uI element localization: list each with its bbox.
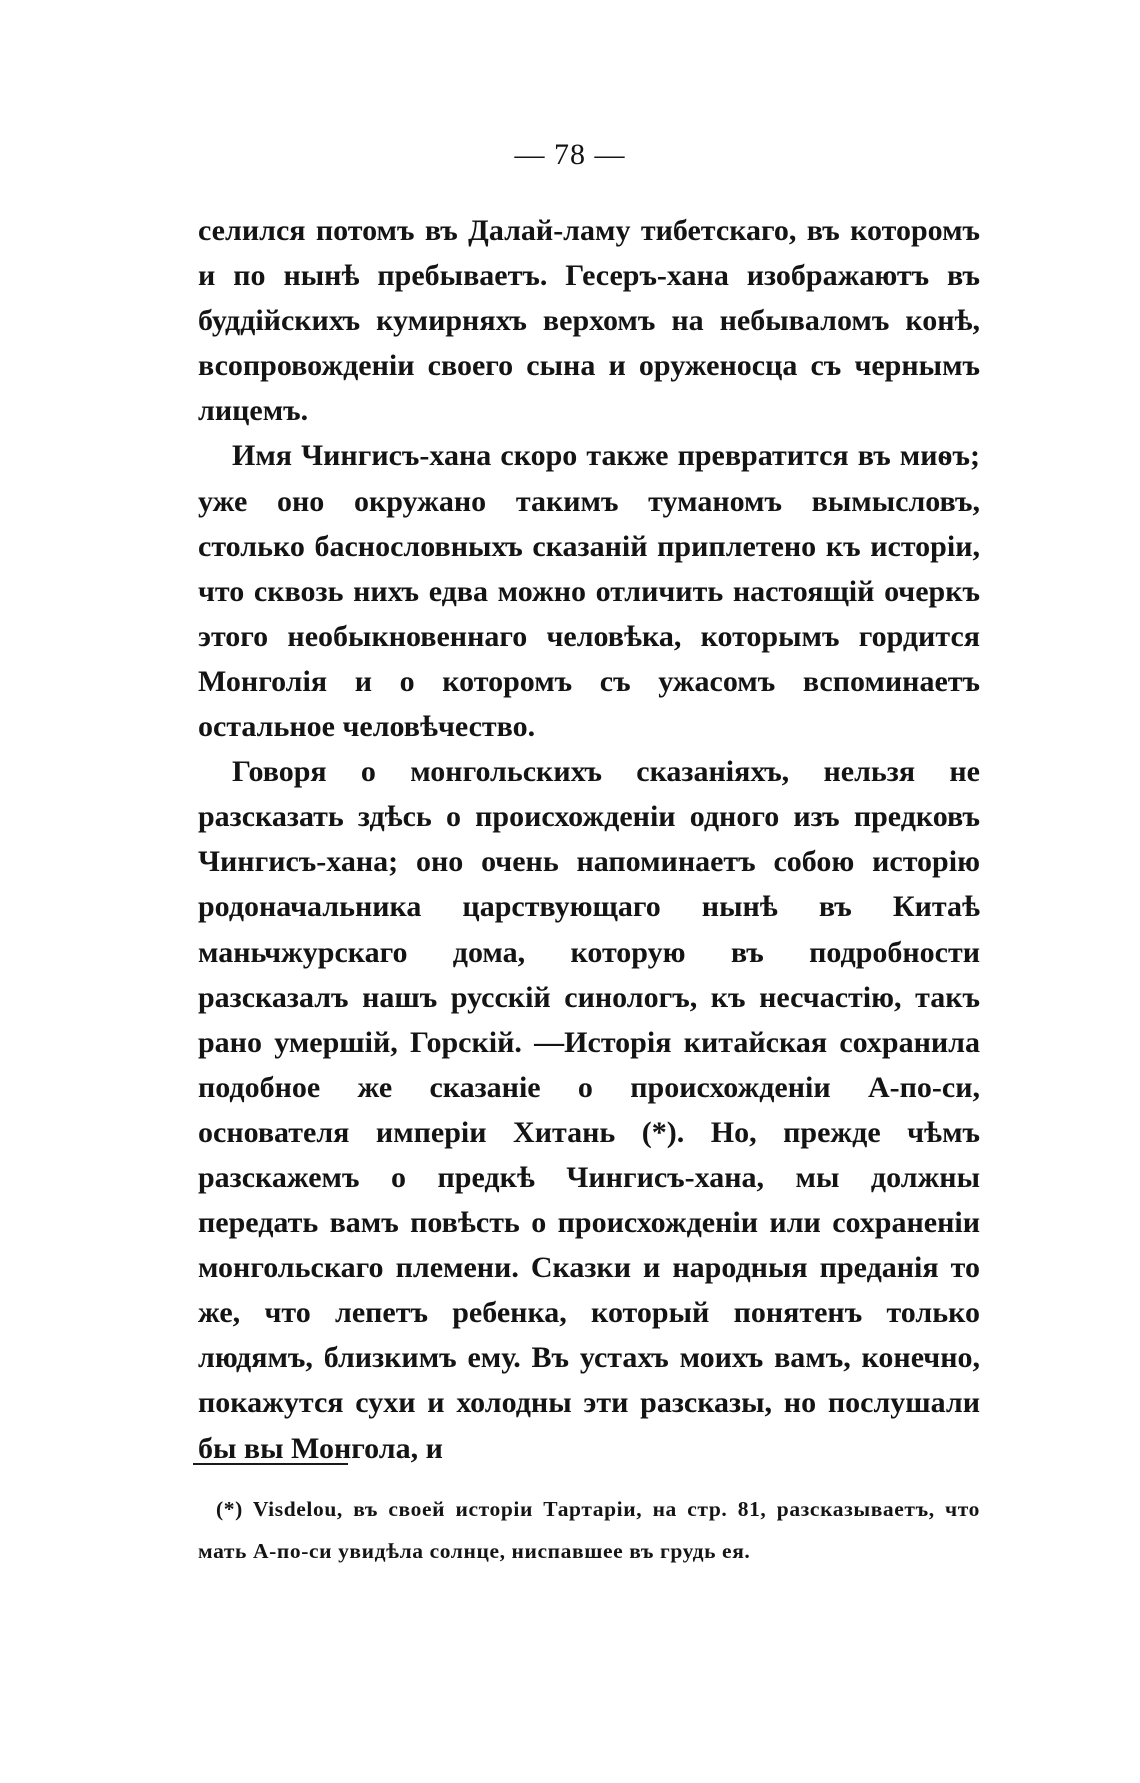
- paragraph-continuation: селился потомъ въ Далай-ламу тибетскаго, въ которомъ и по нынѣ пребываетъ. Гесеръ-хана изображаютъ въ буддійскихъ кумирняхъ верхомъ на небываломъ конѣ, всопровожденіи своего сына и оруженосца съ чернымъ лицемъ.: [198, 214, 980, 428]
- footnote-divider: [193, 1463, 348, 1465]
- footnote: [198, 1488, 980, 1572]
- paragraph-chingis-myth: Имя Чингисъ-хана скоро также превратится въ миѳъ; уже оно окружано такимъ туманомъ вымысловъ, столько баснословныхъ сказаній приплетено къ исторіи, что сквозь нихъ едва можно отличить настоящій очеркъ этого необыкновеннаго человѣка, которымъ гордится Монголія и о которомъ съ ужасомъ вспоминаетъ остальное человѣчество.: [198, 439, 980, 744]
- paragraph-mongol-legends: Говоря о монгольскихъ сказаніяхъ, нельзя не разсказать здѣсь о происхожденіи одного изъ предковъ Чингисъ-хана; оно очень напоминаетъ собою исторію родоначальника царствующаго нынѣ въ Китаѣ маньчжурскаго дома, которую въ подробности разсказалъ нашъ русскій синологъ, къ несчастію, такъ рано умершій, Горскій. —Исторія китайская сохранила подобное же сказаніе о происхожденіи А-по-си, основателя имперіи Хитань (*). Но, прежде чѣмъ разскажемъ о предкѣ Чингисъ-хана, мы должны передать вамъ повѣсть о происхожденіи или сохраненіи монгольскаго племени. Сказки и народныя преданія то же, что лепетъ ребенка, который понятенъ только людямъ, близкимъ ему. Въ устахъ моихъ вамъ, конечно, покажутся сухи и холодны эти разсказы, но послушали бы вы Монгола, и: [198, 755, 980, 1465]
- footnote-text: (*) Visdelou, въ своей исторіи Тартаріи, на стр. 81, разсказываетъ, что мать А-по-си увидѣла солнце, ниспавшее въ грудь ея.: [198, 1497, 980, 1563]
- main-text: [198, 208, 980, 1471]
- page-number: — 78 —: [514, 138, 626, 171]
